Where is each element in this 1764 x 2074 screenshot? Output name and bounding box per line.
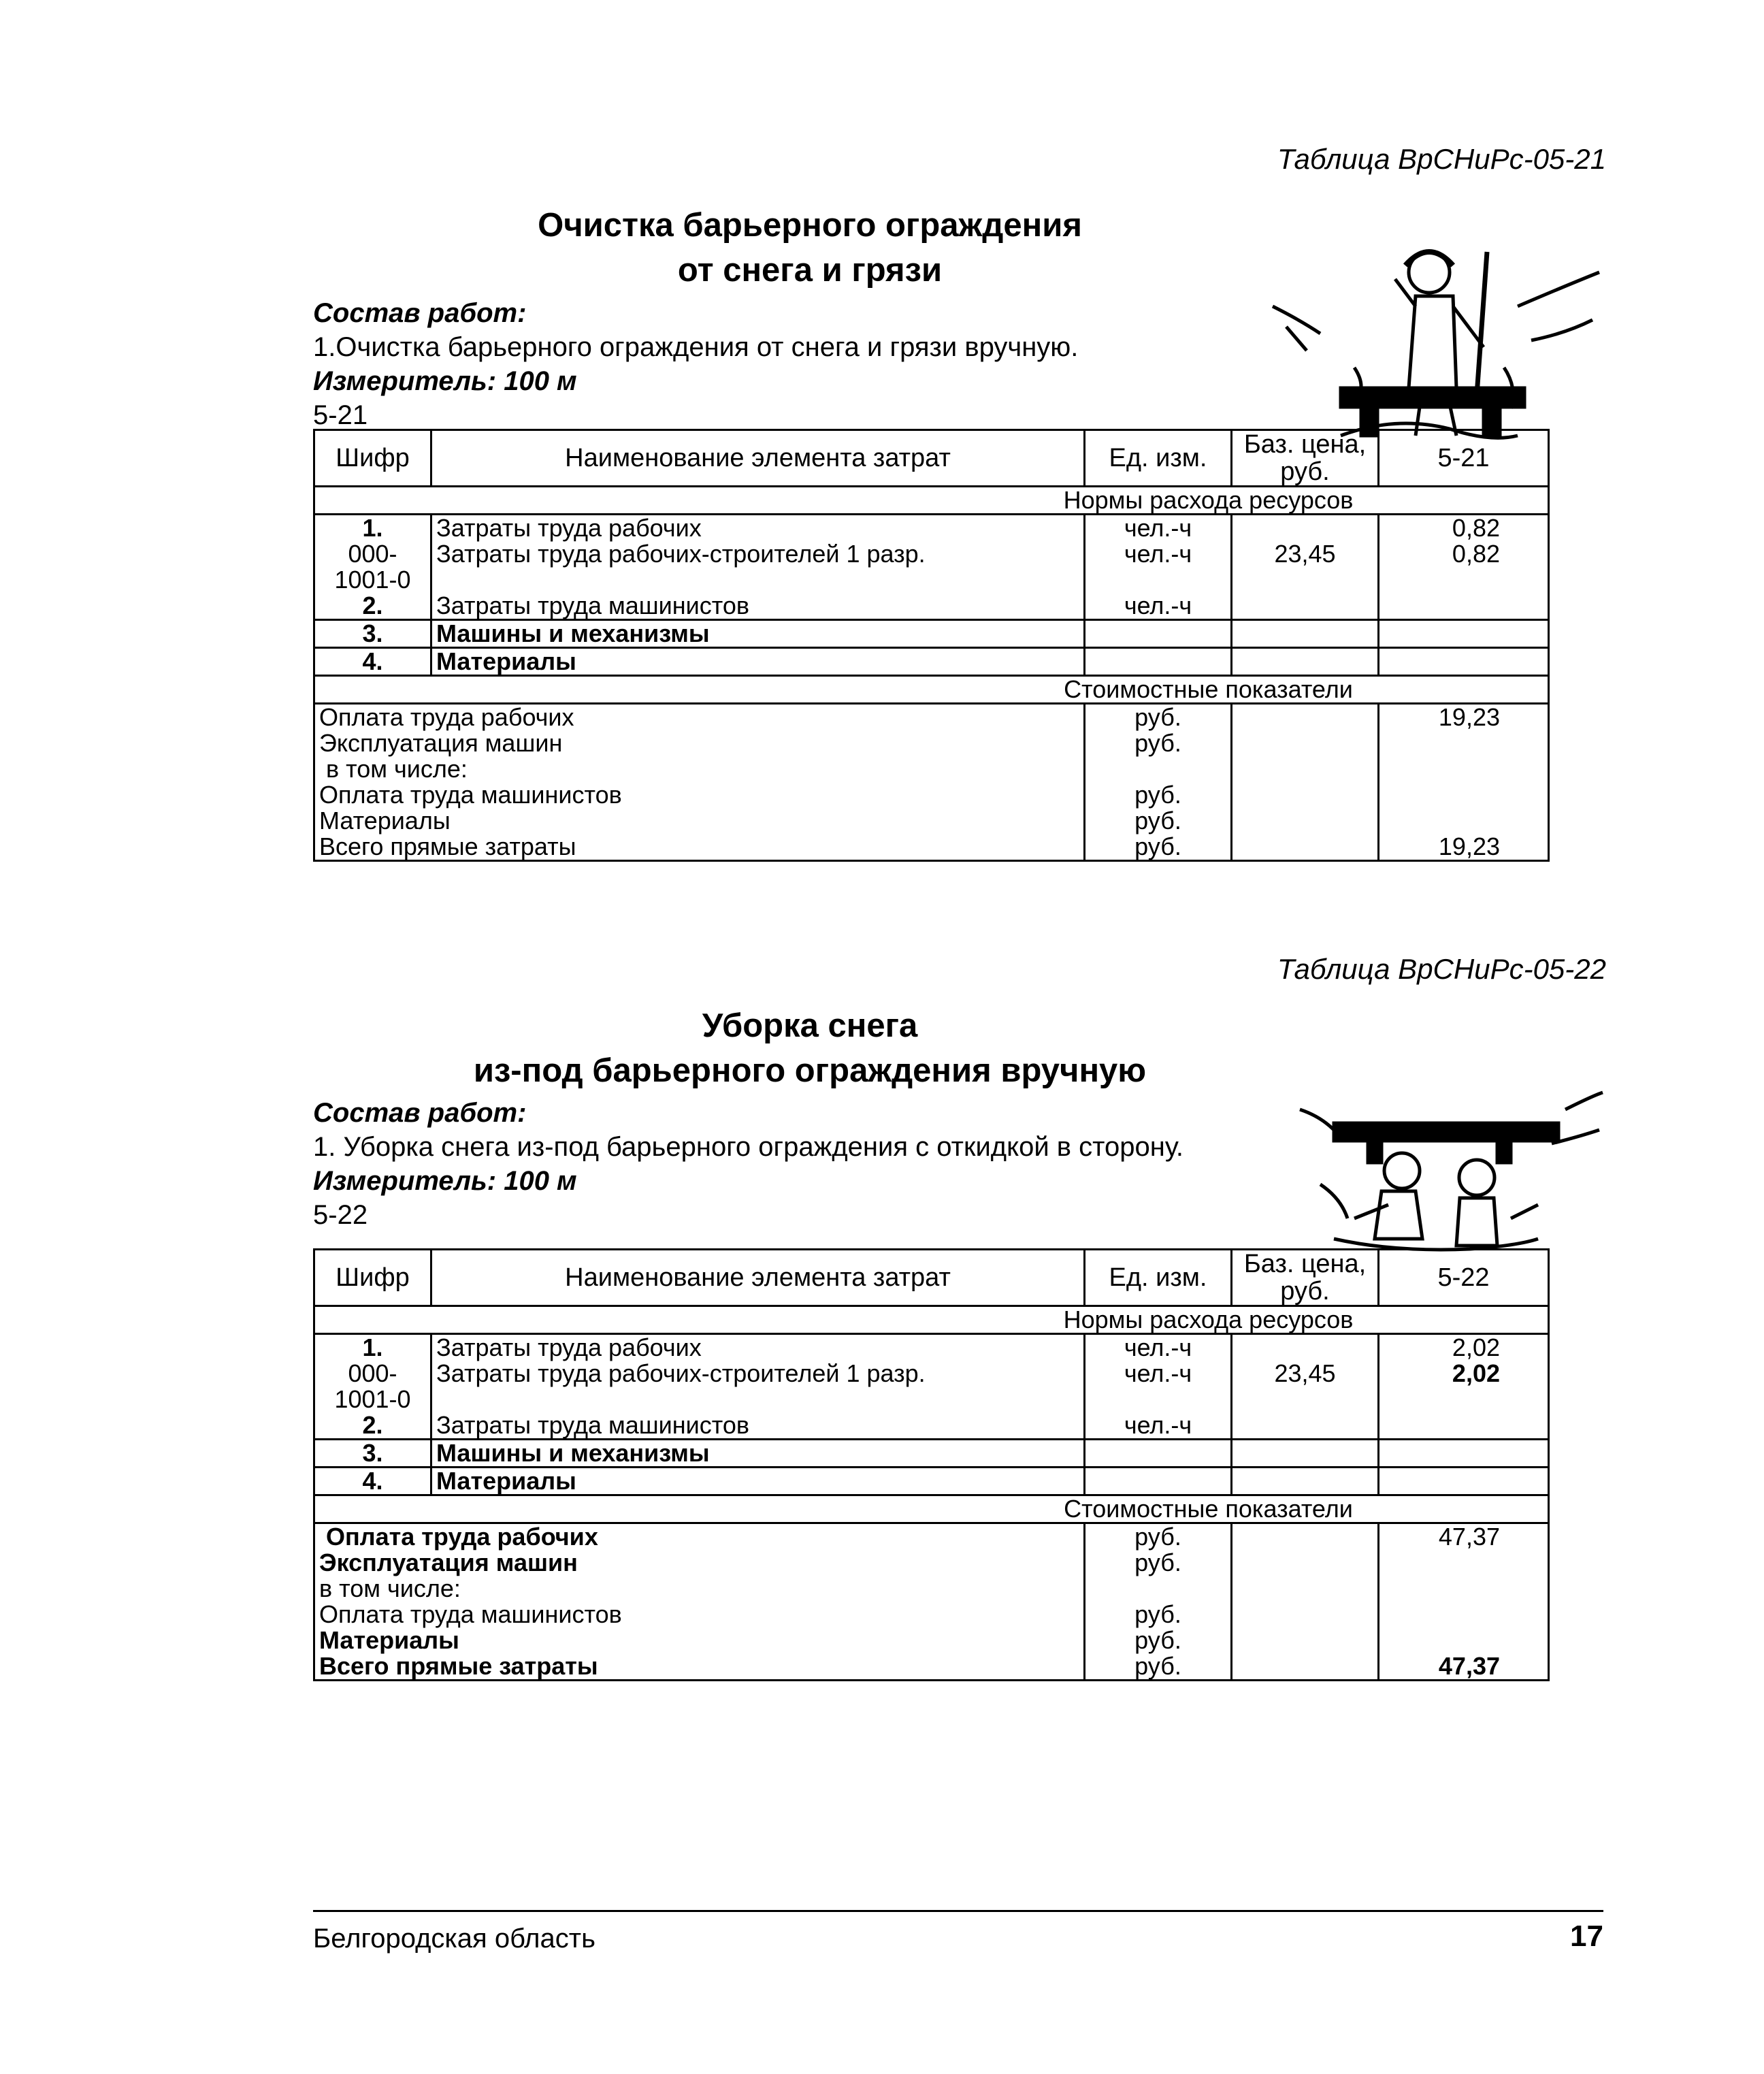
col-unit-header: Ед. изм. — [1085, 1250, 1232, 1306]
title-line-2: из-под барьерного ограждения вручную — [473, 1052, 1147, 1089]
work-description — [313, 296, 1078, 432]
cost-caption: Стоимостные показатели — [314, 676, 1549, 704]
cost-row: Материалы руб. — [314, 1627, 1549, 1653]
table-row: 1. Затраты труда рабочих чел.-ч 0,82 — [314, 515, 1549, 542]
table-row: 3. Машины и механизмы — [314, 1440, 1549, 1468]
col-unit-header: Ед. изм. — [1085, 430, 1232, 487]
table-row: 000-1001-0 Затраты труда рабочих-строителей 1 разр. чел.-ч 23,45 0,82 — [314, 541, 1549, 593]
page-number: 17 — [1570, 1919, 1603, 1953]
col-norm-header: 5-21 — [1379, 430, 1549, 487]
cost-row: в том числе: — [314, 1576, 1549, 1602]
resource-norms-table — [313, 429, 1550, 862]
works-header: Состав работ: — [313, 298, 527, 328]
cost-row: в том числе: — [314, 756, 1549, 782]
table-row: 2. Затраты труда машинистов чел.-ч — [314, 1412, 1549, 1440]
table-row: 3. Машины и механизмы — [314, 620, 1549, 648]
cost-row: Всего прямые затраты руб. 47,37 — [314, 1653, 1549, 1681]
table-row: 4. Материалы — [314, 1468, 1549, 1495]
col-norm-header: 5-22 — [1379, 1250, 1549, 1306]
norms-caption: Нормы расхода ресурсов — [314, 487, 1549, 515]
col-code-header: Шифр — [314, 1250, 431, 1306]
cost-row: Оплата труда машинистов руб. — [314, 1602, 1549, 1627]
footer-divider — [313, 1910, 1603, 1912]
cost-row: Эксплуатация машин руб. — [314, 1550, 1549, 1576]
section-title — [313, 1003, 1307, 1093]
col-name-header: Наименование элемента затрат — [431, 1250, 1085, 1306]
cost-row: Эксплуатация машин руб. — [314, 730, 1549, 756]
works-text: 1.Очистка барьерного ограждения от снега и грязи вручную. — [313, 332, 1079, 362]
meter: Измеритель: 100 м — [313, 366, 577, 396]
table-id: Таблица ВрСНиРс-05-22 — [1277, 953, 1606, 985]
cost-row: Материалы руб. — [314, 808, 1549, 834]
title-line-1: Уборка снега — [702, 1007, 918, 1044]
table-row: 000-1001-0 Затраты труда рабочих-строителей 1 разр. чел.-ч 23,45 2,02 — [314, 1361, 1549, 1412]
col-price-header: Баз. цена, руб. — [1232, 430, 1379, 487]
worker-clearing-snow-illustration — [1259, 231, 1606, 456]
norms-caption: Нормы расхода ресурсов — [314, 1306, 1549, 1334]
section-title — [313, 203, 1307, 293]
cost-row: Оплата труда рабочих руб. 19,23 — [314, 704, 1549, 731]
col-price-header: Баз. цена, руб. — [1232, 1250, 1379, 1306]
norm-code: 5-21 — [313, 400, 368, 430]
table-row: 4. Материалы — [314, 648, 1549, 676]
table-header-row — [314, 1250, 1549, 1306]
works-header: Состав работ: — [313, 1098, 527, 1128]
works-text: 1. Уборка снега из-под барьерного ограждения с откидкой в сторону. — [313, 1132, 1183, 1162]
table-row: 2. Затраты труда машинистов чел.-ч — [314, 593, 1549, 620]
title-line-2: от снега и грязи — [677, 252, 943, 289]
cost-row: Оплата труда рабочих руб. 47,37 — [314, 1523, 1549, 1551]
norm-code: 5-22 — [313, 1200, 368, 1230]
cost-caption: Стоимостные показатели — [314, 1495, 1549, 1523]
table-row: 1. Затраты труда рабочих чел.-ч 2,02 — [314, 1334, 1549, 1361]
col-name-header: Наименование элемента затрат — [431, 430, 1085, 487]
table-header-row — [314, 430, 1549, 487]
col-code-header: Шифр — [314, 430, 431, 487]
cost-row: Оплата труда машинистов руб. — [314, 782, 1549, 808]
cost-row: Всего прямые затраты руб. 19,23 — [314, 834, 1549, 861]
workers-removing-snow-illustration — [1293, 1082, 1606, 1259]
resource-norms-table — [313, 1248, 1550, 1681]
table-id: Таблица ВрСНиРс-05-21 — [1277, 143, 1606, 175]
footer-region: Белгородская область — [313, 1924, 595, 1954]
work-description — [313, 1096, 1183, 1232]
meter: Измеритель: 100 м — [313, 1166, 577, 1196]
title-line-1: Очистка барьерного ограждения — [538, 207, 1082, 244]
